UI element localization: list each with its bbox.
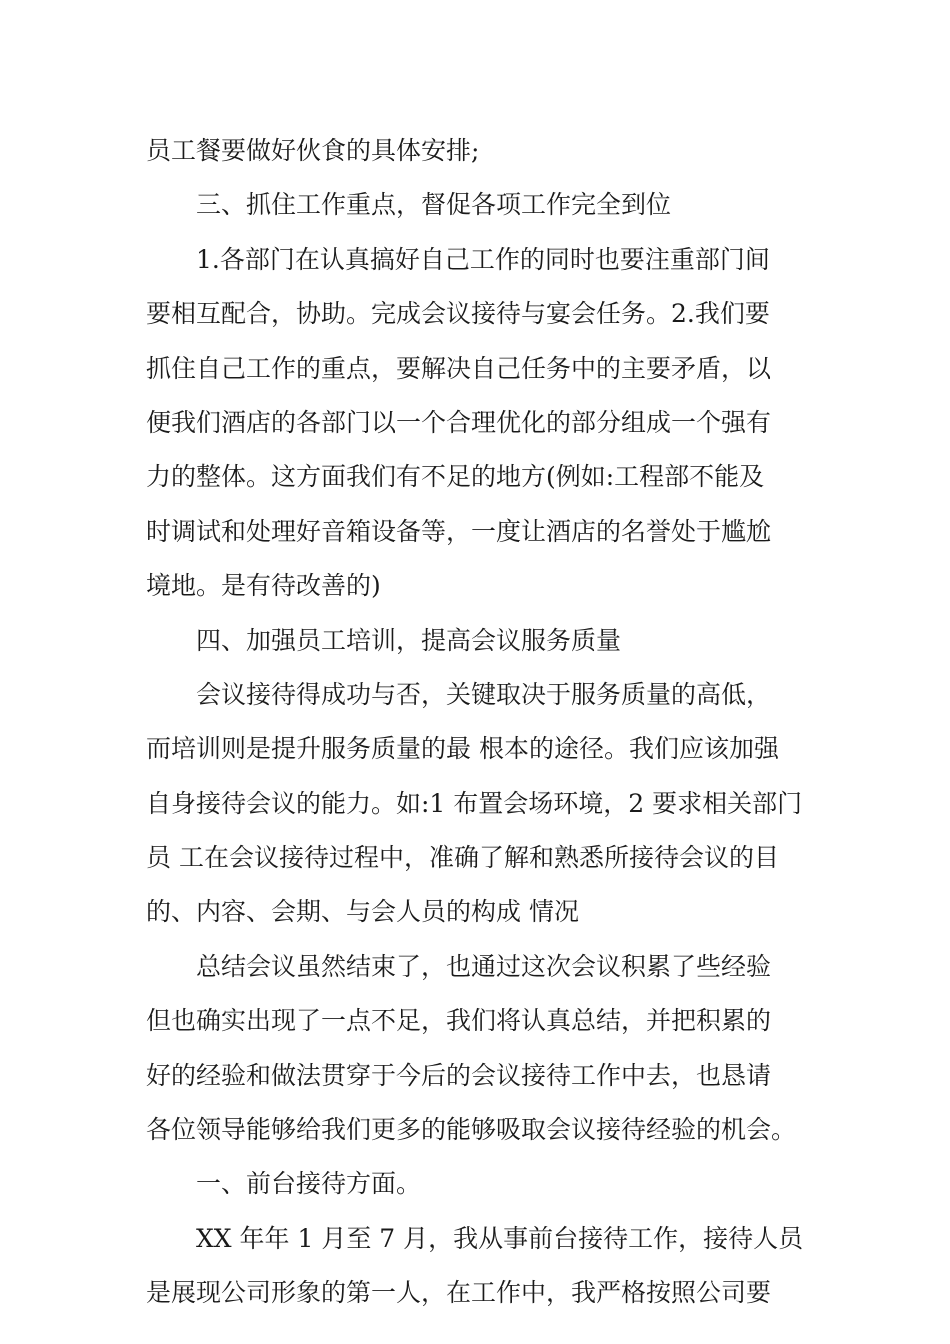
- text-line: 自身接待会议的能力。如:1 布置会场环境，2 要求相关部门: [146, 788, 803, 818]
- text-line: 但也确实出现了一点不足，我们将认真总结，并把积累的: [146, 1006, 772, 1036]
- text-line: XX 年年 1 月至 7 月，我从事前台接待工作，接待人员: [196, 1223, 804, 1253]
- text-line: 便我们酒店的各部门以一个合理优化的部分组成一个强有: [146, 407, 772, 437]
- text-line: 好的经验和做法贯穿于今后的会议接待工作中去，也恳请: [146, 1060, 772, 1090]
- text-line: 各位领导能够给我们更多的能够吸取会议接待经验的机会。: [146, 1115, 797, 1145]
- text-line: 员 工在会议接待过程中，准确了解和熟悉所接待会议的目: [146, 843, 779, 873]
- section-heading: 一、前台接待方面。: [196, 1169, 422, 1199]
- text-line: 时调试和处理好音箱设备等，一度让酒店的名誉处于尴尬: [146, 516, 772, 546]
- section-heading: 四、加强员工培训，提高会议服务质量: [196, 625, 622, 655]
- text-line: 抓住自己工作的重点，要解决自己任务中的主要矛盾，以: [146, 353, 772, 383]
- text-line: 境地。是有待改善的): [146, 571, 381, 601]
- text-line: 是展现公司形象的第一人，在工作中，我严格按照公司要: [146, 1278, 772, 1308]
- text-line: 总结会议虽然结束了，也通过这次会议积累了些经验: [196, 951, 772, 981]
- document-body: [146, 124, 810, 1321]
- text-line: 的、内容、会期、与会人员的构成 情况: [146, 897, 579, 927]
- text-line: 力的整体。这方面我们有不足的地方(例如:工程部不能及: [146, 462, 765, 492]
- text-line: 要相互配合，协助。完成会议接待与宴会任务。2.我们要: [146, 299, 770, 329]
- text-line: 会议接待得成功与否，关键取决于服务质量的高低，: [196, 679, 772, 709]
- text-line: 1.各部门在认真搞好自己工作的同时也要注重部门间: [196, 244, 770, 274]
- text-line: 而培训则是提升服务质量的最 根本的途径。我们应该加强: [146, 734, 779, 764]
- section-heading: 三、抓住工作重点，督促各项工作完全到位: [196, 190, 672, 220]
- text-line: 员工餐要做好伙食的具体安排;: [146, 136, 480, 165]
